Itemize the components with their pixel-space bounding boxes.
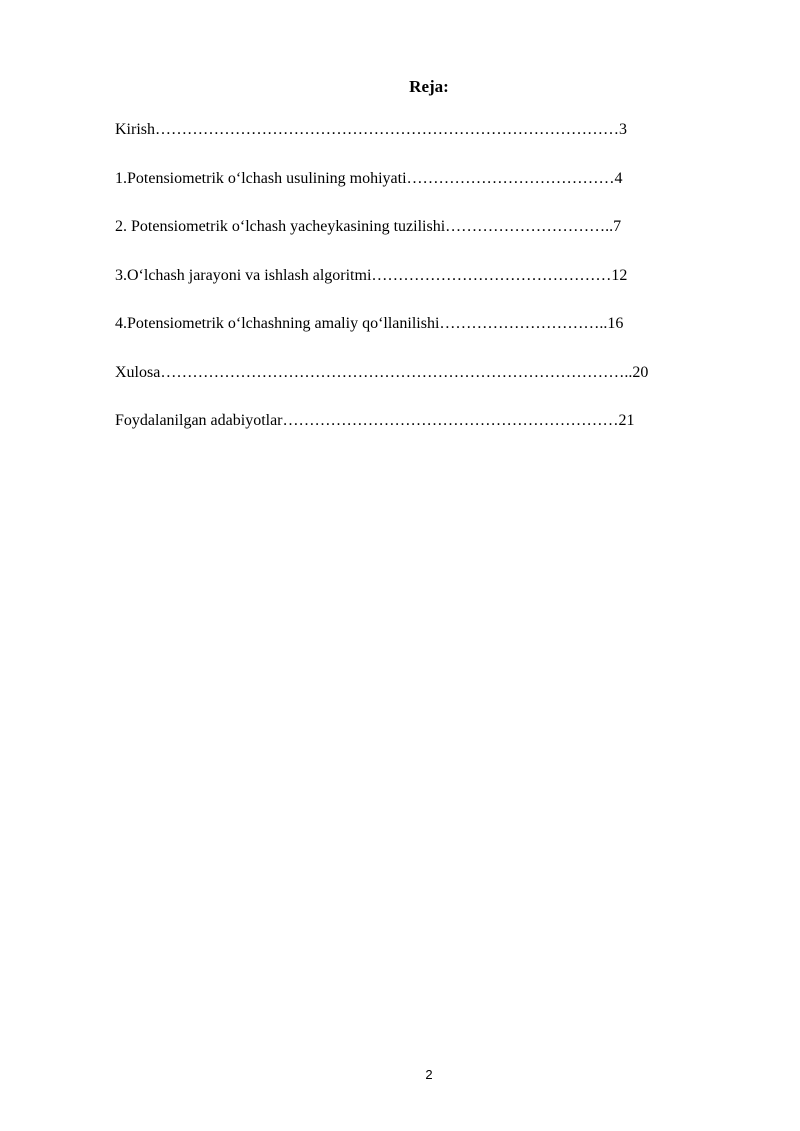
page-title: Reja: bbox=[409, 77, 449, 96]
toc-entry-introduction: Kirish……………………………………………………………………………3 bbox=[115, 121, 627, 138]
toc-entry-references: Foydalanilgan adabiyotlar………………………………………………………21 bbox=[115, 412, 635, 429]
page-number: 2 bbox=[425, 1067, 433, 1082]
toc-entry-section-2: 2. Potensiometrik o‘lchash yacheykasining tuzilishi…………………………..7 bbox=[115, 218, 622, 235]
toc-entry-section-4: 4.Potensiometrik o‘lchashning amaliy qo‘llanilishi…………………………..16 bbox=[115, 315, 624, 332]
toc-entry-section-3: 3.O‘lchash jarayoni va ishlash algoritmi………………………………………12 bbox=[115, 266, 628, 284]
toc-entry-section-1: 1.Potensiometrik o‘lchash usulining mohiyati…………………………………4 bbox=[115, 169, 623, 187]
table-of-contents bbox=[115, 119, 648, 459]
toc-entry-conclusion: Xulosa……………………………………………………………………………..20 bbox=[115, 363, 649, 381]
